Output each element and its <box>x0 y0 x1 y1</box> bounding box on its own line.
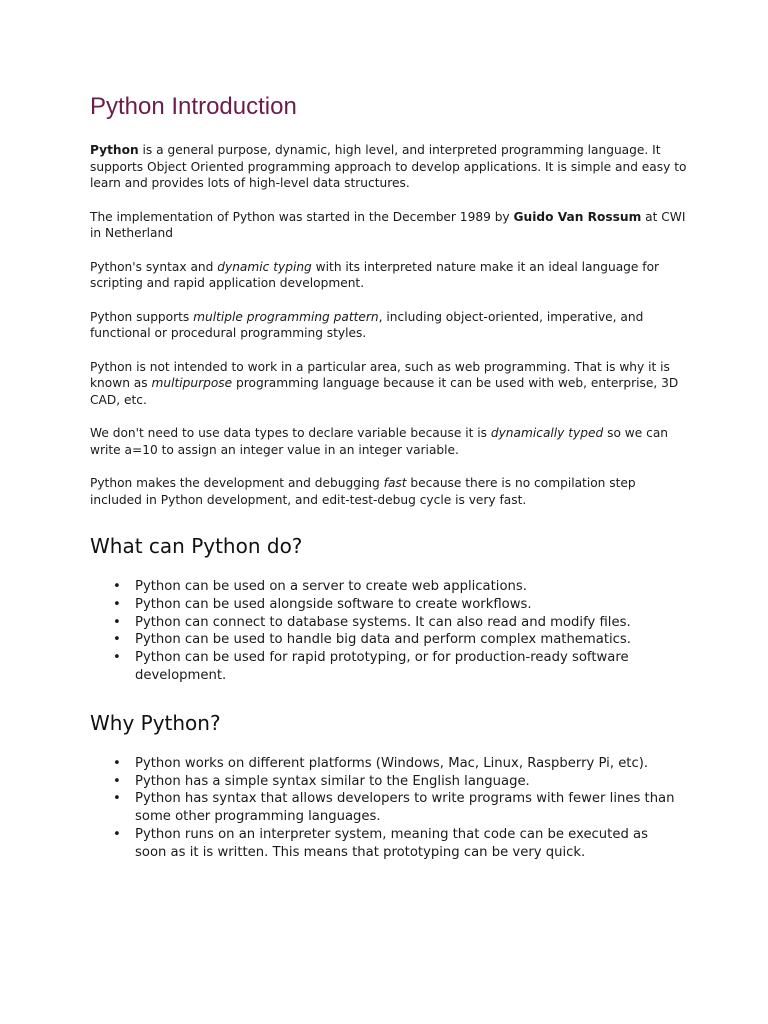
purpose-paragraph <box>90 359 690 409</box>
purpose-text-post: programming language because it can be used with web, enterprise, 3D CAD, etc. <box>90 376 679 407</box>
list-item: • Python can be used alongside software to create workflows. <box>135 596 683 614</box>
reasons-list <box>90 755 683 862</box>
purpose-text-pre: Python is not intended to work in a particular area, such as web programming. That is why it is known as <box>90 359 670 390</box>
speed-text-post: because there is no compilation step included in Python development, and edit-test-debug cycle is very fast. <box>90 476 636 507</box>
author-name: Guido Van Rossum <box>513 209 642 224</box>
paradigm-emphasis: multiple programming pattern <box>193 309 379 324</box>
speed-text-pre: Python makes the development and debugging <box>90 476 384 490</box>
history-text-pre: The implementation of Python was started in the December 1989 by <box>90 209 514 224</box>
section-heading-why-python: Why Python? <box>90 710 221 735</box>
paradigm-paragraph <box>90 309 690 342</box>
intro-text: is a general purpose, dynamic, high level, and interpreted programming language. It supports Object Oriented programming approach to develop applications. It is simple and easy to learn and provides lots of high-level data structures. <box>90 143 687 190</box>
syntax-paragraph <box>90 259 690 292</box>
purpose-emphasis: multipurpose <box>151 376 233 390</box>
speed-paragraph <box>90 475 690 508</box>
typing-text-pre: We don't need to use data types to declare variable because it is <box>90 426 491 440</box>
page-title: Python Introduction <box>90 93 297 120</box>
section-heading-what-can-python-do: What can Python do? <box>90 534 303 558</box>
typing-text-post: so we can write a=10 to assign an integer value in an integer variable. <box>90 426 669 457</box>
list-item: • Python can be used to handle big data and perform complex mathematics. <box>135 631 683 649</box>
syntax-text-pre: Python's syntax and <box>90 259 218 274</box>
paradigm-text-post: , including object-oriented, imperative, and functional or procedural programming styles. <box>90 309 644 340</box>
document-body <box>90 90 690 862</box>
list-item: • Python can be used on a server to create web applications. <box>135 578 683 596</box>
history-paragraph <box>90 209 690 242</box>
list-item: • Python can connect to database systems. It can also read and modify files. <box>135 614 683 632</box>
capabilities-list <box>90 578 683 685</box>
intro-paragraph <box>90 142 690 192</box>
syntax-text-post: with its interpreted nature make it an ideal language for scripting and rapid application development. <box>90 259 660 290</box>
list-item: • Python runs on an interpreter system, meaning that code can be executed as soon as it is written. This means that prototyping can be very quick. <box>135 826 683 862</box>
syntax-emphasis: dynamic typing <box>217 259 312 274</box>
typing-paragraph <box>90 425 690 458</box>
history-text-post: at CWI in Netherland <box>90 209 686 240</box>
list-item: • Python can be used for rapid prototyping, or for production-ready software development. <box>135 649 683 685</box>
paradigm-text-pre: Python supports <box>90 309 194 324</box>
typing-emphasis: dynamically typed <box>490 426 604 440</box>
list-item: • Python has syntax that allows developers to write programs with fewer lines than some other programming languages. <box>135 790 683 826</box>
list-item: • Python works on different platforms (Windows, Mac, Linux, Raspberry Pi, etc). <box>135 755 683 773</box>
speed-emphasis: fast <box>383 476 407 490</box>
list-item: • Python has a simple syntax similar to the English language. <box>135 773 683 791</box>
python-term: Python <box>90 143 139 157</box>
